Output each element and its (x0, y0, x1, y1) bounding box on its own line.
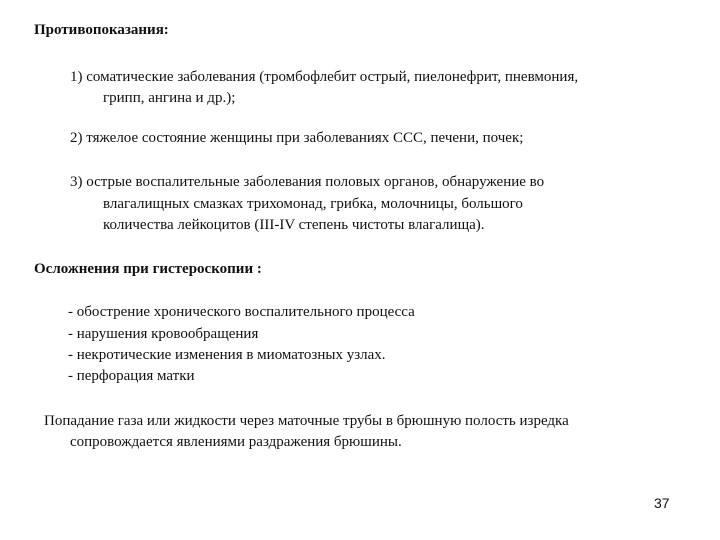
complication-item-3: - некротические изменения в миоматозных узлах. (68, 347, 386, 363)
page-number: 37 (654, 495, 670, 511)
complication-item-4: - перфорация матки (68, 368, 195, 384)
complications-heading: Осложнения при гистероскопии : (34, 261, 262, 277)
contraindication-item-3-line-1: 3) острые воспалительные заболевания половых органов, обнаружение во (70, 174, 545, 190)
contraindication-item-2-line-1: 2) тяжелое состояние женщины при заболеваниях ССС, печени, почек; (70, 130, 524, 146)
note-line-1: Попадание газа или жидкости через маточные трубы в брюшную полость изредка (44, 413, 569, 429)
complication-item-1: - обострение хронического воспалительного процесса (68, 304, 415, 320)
note-line-2: сопровождается явлениями раздражения брюшины. (70, 434, 402, 450)
contraindications-heading: Противопоказания: (34, 22, 169, 38)
complication-item-2: - нарушения кровообращения (68, 326, 259, 342)
contraindication-item-1-line-1: 1) соматические заболевания (тромбофлебит острый, пиелонефрит, пневмония, (70, 69, 579, 85)
contraindication-item-3-line-3: количества лейкоцитов (III-IV степень чистоты влагалища). (103, 217, 485, 233)
contraindication-item-1-line-2: грипп, ангина и др.); (103, 90, 236, 106)
contraindication-item-3-line-2: влагалищных смазках трихомонад, грибка, молочницы, большого (103, 196, 523, 212)
